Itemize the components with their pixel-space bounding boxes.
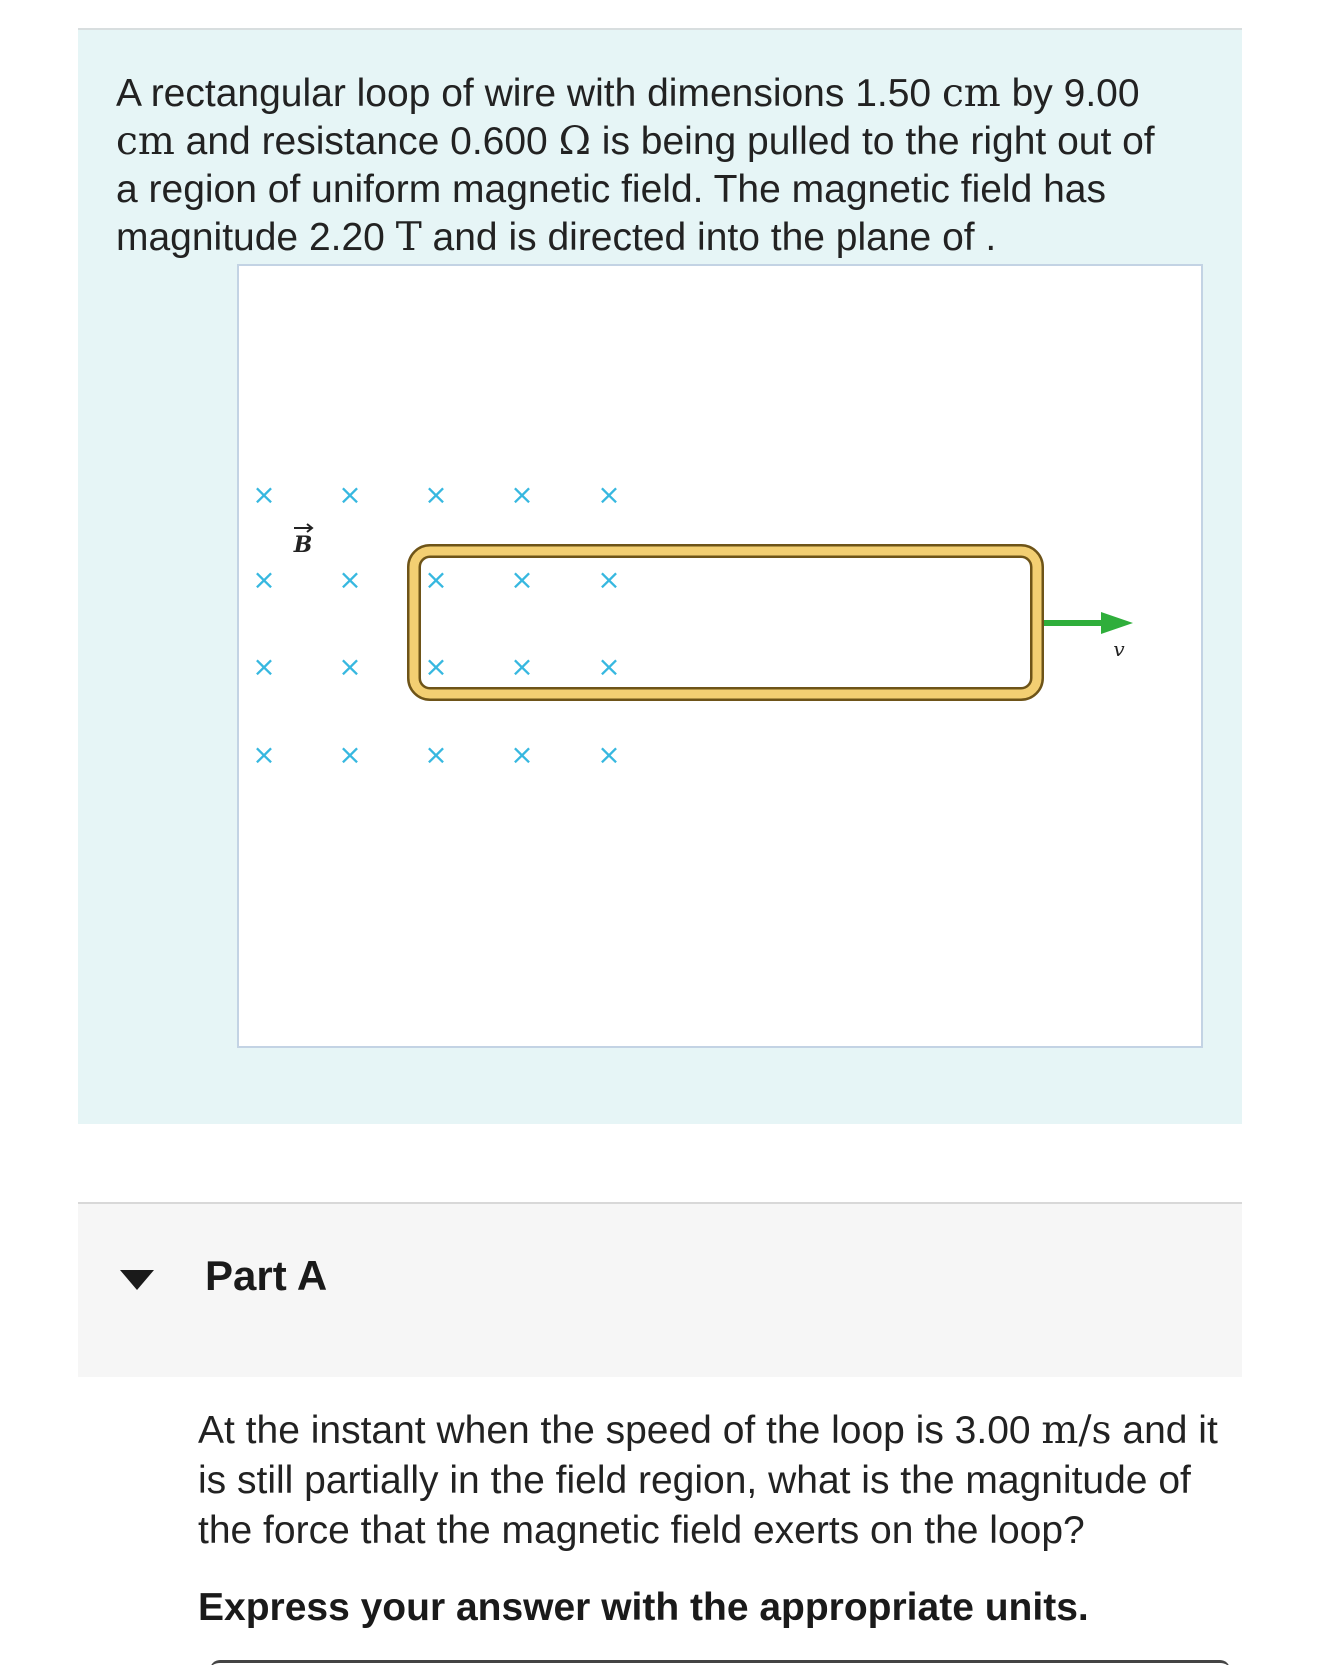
problem-intro-text: [116, 70, 1176, 262]
part-a-header[interactable]: [78, 1202, 1242, 1377]
field-mark-icon: ×: [597, 738, 621, 771]
vector-arrow-icon: [294, 524, 312, 532]
velocity-label-v: v: [1113, 637, 1125, 661]
field-label-b: B: [293, 532, 313, 558]
part-a-title: Part A: [205, 1252, 328, 1299]
unit-tesla: T: [395, 215, 422, 260]
question-text-segment: and it is still partially in the field region, what is the magnitude of the force that the magnetic field exerts on the loop?: [198, 1409, 1218, 1552]
intro-text-segment: by 9.00: [1000, 72, 1140, 115]
field-mark-icon: ×: [252, 738, 276, 771]
intro-text-segment: and is directed into the plane of .: [421, 216, 997, 259]
intro-text-segment: and resistance 0.600: [174, 120, 559, 163]
field-mark-icon: ×: [338, 738, 362, 771]
field-mark-icon: ×: [510, 478, 534, 511]
field-mark-icon: ×: [597, 563, 621, 596]
part-a-question: [198, 1406, 1248, 1556]
field-mark-icon: ×: [510, 563, 534, 596]
loop-in-field-figure: [237, 264, 1203, 1048]
field-mark-icon: ×: [424, 738, 448, 771]
field-mark-icon: ×: [597, 478, 621, 511]
field-mark-icon: ×: [338, 650, 362, 683]
field-mark-icon: ×: [252, 563, 276, 596]
unit-cm: cm: [941, 71, 1001, 116]
field-mark-icon: ×: [252, 650, 276, 683]
intro-text-segment: A rectangular loop of wire with dimensions 1.50: [116, 72, 942, 115]
field-mark-icon: ×: [424, 478, 448, 511]
question-text-segment: At the instant when the speed of the loop is 3.00: [198, 1409, 1042, 1452]
field-mark-icon: ×: [252, 478, 276, 511]
intro-text-segment: is being pulled to the right out of a region of uniform magnetic field. The magnetic field has magnitude 2.20: [116, 120, 1155, 259]
field-mark-icon: ×: [338, 478, 362, 511]
figure-diagram: [239, 266, 1201, 1046]
field-mark-icon: ×: [597, 650, 621, 683]
answer-input-box[interactable]: [210, 1660, 1230, 1665]
velocity-arrow-icon: [1101, 612, 1133, 634]
field-mark-icon: ×: [424, 563, 448, 596]
field-mark-icon: ×: [510, 650, 534, 683]
caret-down-icon[interactable]: [120, 1270, 154, 1290]
field-mark-icon: ×: [424, 650, 448, 683]
unit-cm: cm: [116, 119, 175, 164]
problem-statement-panel: [78, 28, 1242, 1124]
unit-meters-per-second: m/s: [1041, 1408, 1112, 1453]
magnetic-field-marks: [252, 478, 620, 771]
wire-loop: [414, 551, 1037, 694]
unit-ohm: Ω: [558, 119, 591, 164]
field-mark-icon: ×: [338, 563, 362, 596]
wire-loop-outline: [414, 551, 1037, 694]
field-mark-icon: ×: [510, 738, 534, 771]
answer-instruction: Express your answer with the appropriate units.: [198, 1586, 1089, 1629]
